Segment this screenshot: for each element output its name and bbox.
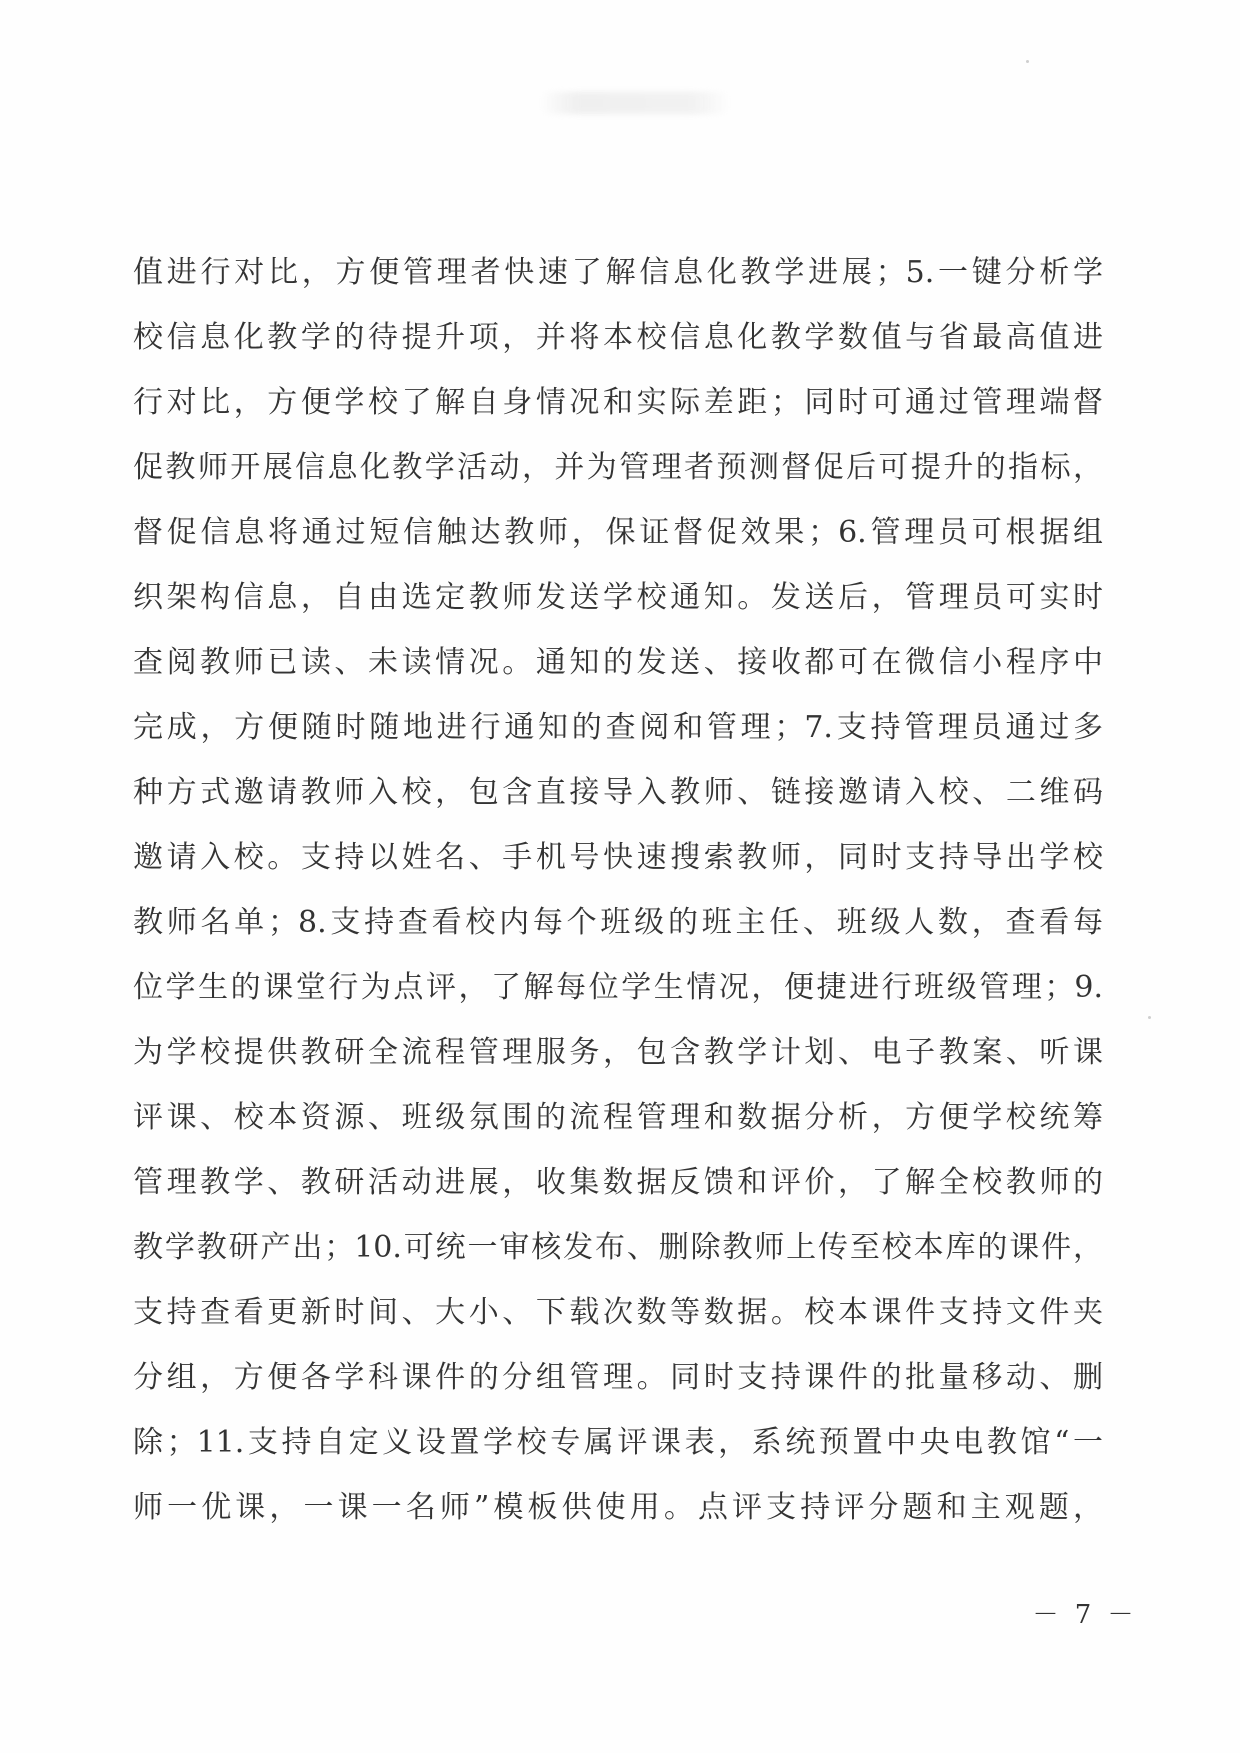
- text-line: 分组，方便各学科课件的分组管理。同时支持课件的批量移动、删: [133, 1360, 1103, 1395]
- page-number: － 7 －: [1032, 1600, 1138, 1630]
- text-line: 师一优课，一课一名师”模板供使用。点评支持评分题和主观题，: [133, 1490, 1103, 1525]
- text-line: 校信息化教学的待提升项，并将本校信息化教学数值与省最高值进: [133, 320, 1103, 355]
- text-line: 支持查看更新时间、大小、下载次数等数据。校本课件支持文件夹: [133, 1295, 1103, 1330]
- text-line: 完成，方便随时随地进行通知的查阅和管理；7.支持管理员通过多: [133, 710, 1103, 745]
- scan-speck: [1148, 1016, 1151, 1019]
- text-line: 督促信息将通过短信触达教师，保证督促效果；6.管理员可根据组: [133, 515, 1103, 550]
- faint-header-mark: [540, 92, 730, 114]
- text-line: 为学校提供教研全流程管理服务，包含教学计划、电子教案、听课: [133, 1035, 1103, 1070]
- text-line: 教师名单；8.支持查看校内每个班级的班主任、班级人数，查看每: [133, 905, 1103, 940]
- scan-speck: [1026, 60, 1029, 63]
- text-line: 查阅教师已读、未读情况。通知的发送、接收都可在微信小程序中: [133, 645, 1103, 680]
- text-line: 种方式邀请教师入校，包含直接导入教师、链接邀请入校、二维码: [133, 775, 1103, 810]
- body-paragraph: [133, 240, 1103, 1540]
- text-line: 评课、校本资源、班级氛围的流程管理和数据分析，方便学校统筹: [133, 1100, 1103, 1135]
- text-line: 值进行对比，方便管理者快速了解信息化教学进展；5.一键分析学: [133, 255, 1103, 290]
- text-line: 管理教学、教研活动进展，收集数据反馈和评价，了解全校教师的: [133, 1165, 1103, 1200]
- text-line: 行对比，方便学校了解自身情况和实际差距；同时可通过管理端督: [133, 385, 1103, 420]
- text-line: 除；11.支持自定义设置学校专属评课表，系统预置中央电教馆“一: [133, 1425, 1103, 1460]
- text-line: 位学生的课堂行为点评，了解每位学生情况，便捷进行班级管理；9.: [133, 970, 1103, 1005]
- text-line: 促教师开展信息化教学活动，并为管理者预测督促后可提升的指标，: [133, 450, 1103, 485]
- text-line: 邀请入校。支持以姓名、手机号快速搜索教师，同时支持导出学校: [133, 840, 1103, 875]
- text-line: 织架构信息，自由选定教师发送学校通知。发送后，管理员可实时: [133, 580, 1103, 615]
- text-line: 教学教研产出；10.可统一审核发布、删除教师上传至校本库的课件，: [133, 1230, 1103, 1265]
